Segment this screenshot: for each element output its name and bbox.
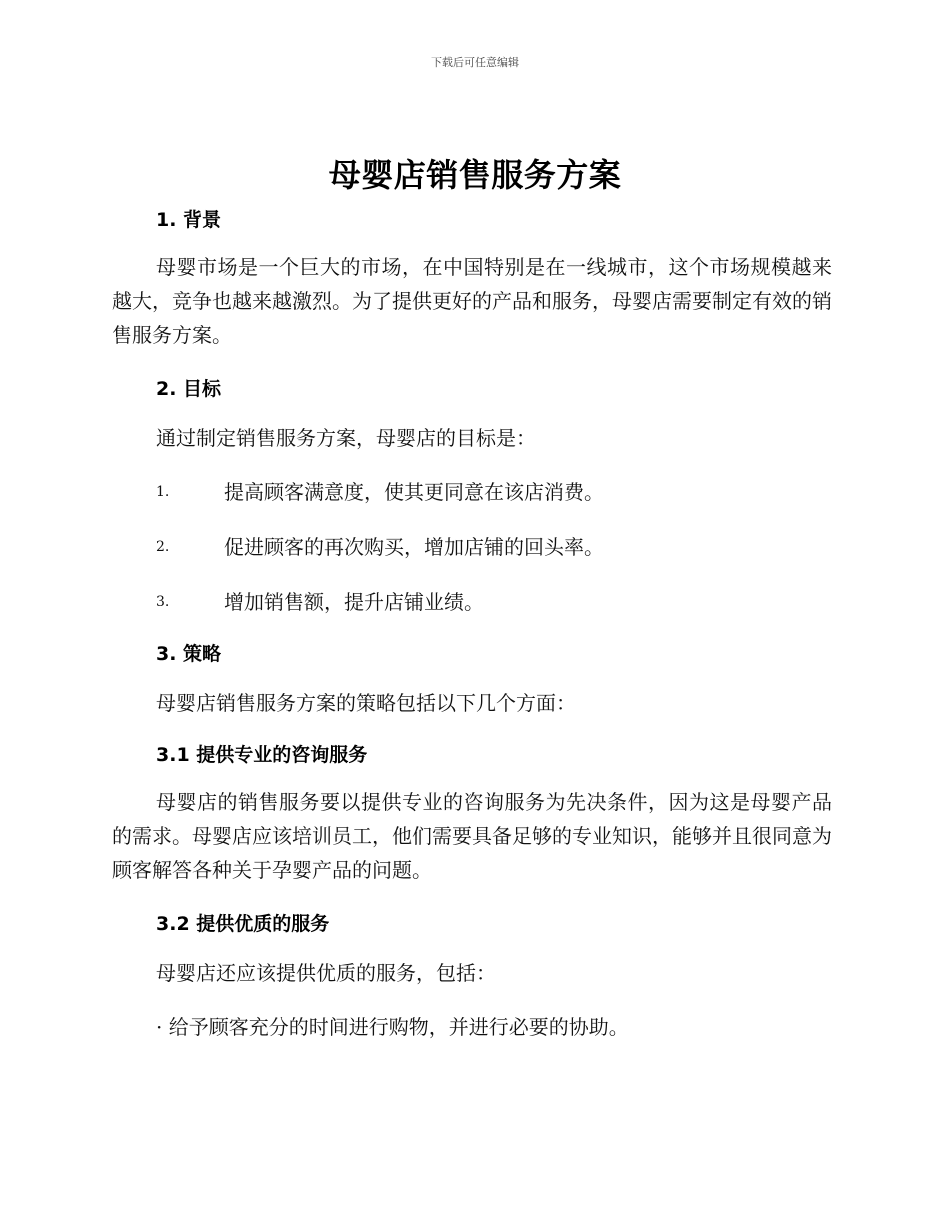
strategy-intro: 母婴店销售服务方案的策略包括以下几个方面： — [156, 691, 576, 715]
goals-intro: 通过制定销售服务方案，母婴店的目标是： — [156, 426, 536, 450]
list-item-number: 3. — [156, 594, 170, 610]
list-item — [156, 475, 832, 509]
header-note: 下载后可任意编辑 — [431, 56, 519, 69]
list-item-text: 促进顾客的再次购买，增加店铺的回头率。 — [224, 535, 604, 559]
list-item — [156, 530, 832, 564]
list-item — [156, 585, 832, 619]
section-heading-background: 1. 背景 — [156, 209, 222, 231]
list-item-text: 增加销售额，提升店铺业绩。 — [224, 590, 484, 614]
document-title: 母婴店销售服务方案 — [328, 156, 622, 194]
background-paragraph: 母婴市场是一个巨大的市场，在中国特别是在一线城市，这个市场规模越来越大，竞争也越来越激烈。为了提供更好的产品和服务，母婴店需要制定有效的销售服务方案。 — [112, 255, 832, 347]
list-item-number: 1. — [156, 484, 170, 500]
section-heading-strategy: 3. 策略 — [156, 643, 222, 665]
document-body — [112, 205, 832, 1044]
subsection-heading-quality-service: 3.2 提供优质的服务 — [156, 913, 330, 935]
subsection-heading-consulting: 3.1 提供专业的咨询服务 — [156, 744, 368, 766]
bullet-item: · 给予顾客充分的时间进行购物，并进行必要的协助。 — [156, 1015, 629, 1039]
consulting-paragraph: 母婴店的销售服务要以提供专业的咨询服务为先决条件，因为这是母婴产品的需求。母婴店应该培训员工，他们需要具备足够的专业知识，能够并且很同意为顾客解答各种关于孕婴产品的问题。 — [112, 790, 832, 882]
quality-service-intro: 母婴店还应该提供优质的服务，包括： — [156, 961, 496, 985]
list-item-text: 提高顾客满意度，使其更同意在该店消费。 — [224, 480, 604, 504]
list-item-number: 2. — [156, 539, 170, 555]
section-heading-goals: 2. 目标 — [156, 378, 222, 400]
